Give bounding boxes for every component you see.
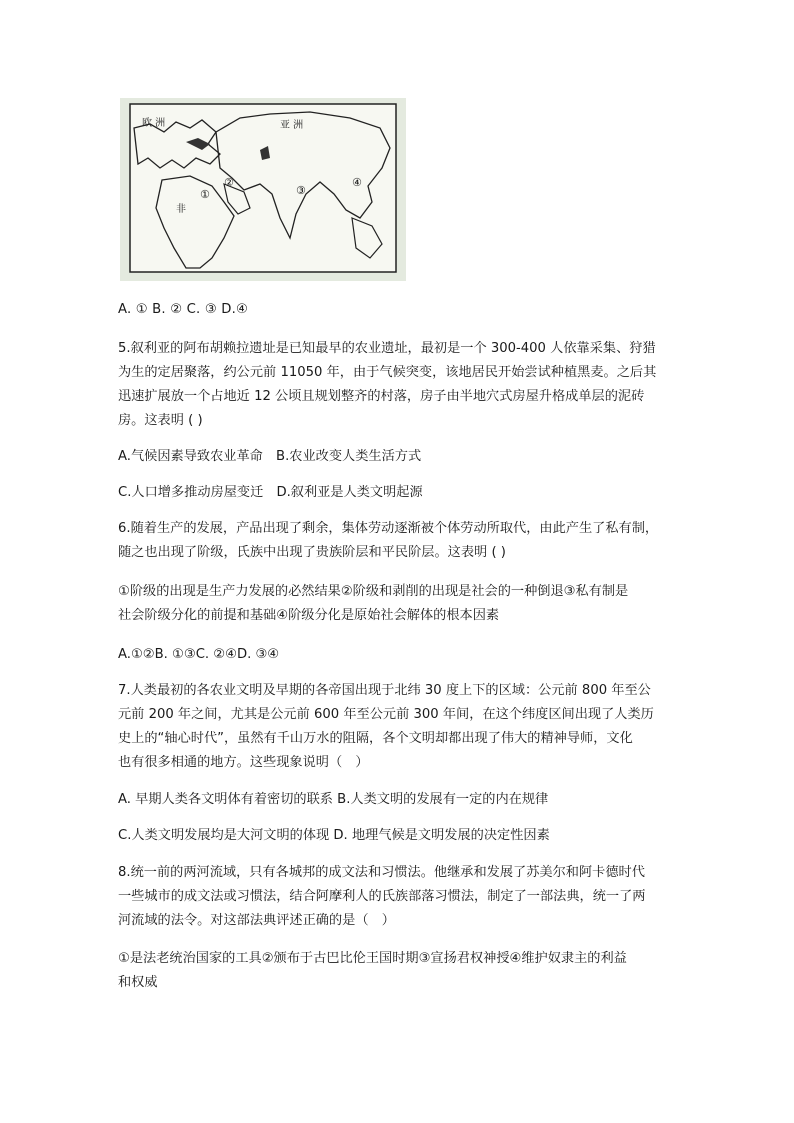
q5-stem-line: 5.叙利亚的阿布胡赖拉遗址是已知最早的农业遗址，最初是一个 300-400 人依靠采集、狩猎 xyxy=(118,341,656,356)
q5-stem-line: 为生的定居聚落，约公元前 11050 年，由于气候突变，该地居民开始尝试种植黑麦。之后其 xyxy=(118,365,657,380)
q6-stem-line: 6.随着生产的发展，产品出现了剩余，集体劳动逐渐被个体劳动所取代，由此产生了私有制， xyxy=(118,521,659,536)
marker-4: ④ xyxy=(352,176,362,189)
q7-stem-line: 也有很多相通的地方。这些现象说明（ ） xyxy=(118,755,369,770)
q6-stem-line: 随之也出现了阶级，氏族中出现了贵族阶层和平民阶层。这表明 ( ) xyxy=(118,545,506,560)
q7-stem-line: 7.人类最初的各农业文明及早期的各帝国出现于北纬 30 度上下的区域：公元前 800 年至公 xyxy=(118,683,651,698)
q8-item-line: ①是法老统治国家的工具②颁布于古巴比伦王国时期③宣扬君权神授④维护奴隶主的利益 xyxy=(118,951,627,966)
label-europe: 欧 洲 xyxy=(142,118,166,129)
marker-3: ③ xyxy=(296,184,306,197)
q5-stem-line: 房。这表明 ( ) xyxy=(118,413,203,428)
q5-option-row: C.人口增多推动房屋变迁 D.叙利亚是人类文明起源 xyxy=(118,485,423,500)
label-asia: 亚 洲 xyxy=(280,120,304,131)
q6-item-line: ①阶级的出现是生产力发展的必然结果②阶级和剥削的出现是社会的一种倒退③私有制是 xyxy=(118,584,629,599)
q7-stem-line: 史上的“轴心时代”，虽然有千山万水的阻隔，各个文明却都出现了伟大的精神导师，文化 xyxy=(118,731,633,746)
marker-2: ② xyxy=(224,176,234,189)
q7-option-row: C.人类文明发展均是大河文明的体现 D. 地理气候是文明发展的决定性因素 xyxy=(118,828,550,843)
q8-stem-line: 河流域的法令。对这部法典评述正确的是（ ） xyxy=(118,913,395,928)
q7-stem-line: 元前 200 年之间，尤其是公元前 600 年至公元前 300 年间，在这个纬度区间出现了人类历 xyxy=(118,707,654,722)
map-drawing xyxy=(120,98,406,281)
q5-stem-line: 迅速扩展放一个占地近 12 公顷且规划整齐的村落，房子由半地穴式房屋升格成单层的泥砖 xyxy=(118,389,645,404)
marker-1: ① xyxy=(200,188,210,201)
q5-option-row: A.气候因素导致农业革命 B.农业改变人类生活方式 xyxy=(118,449,422,464)
q7-option-row: A. 早期人类各文明体有着密切的联系 B.人类文明的发展有一定的内在规律 xyxy=(118,792,549,807)
q4-options: A. ① B. ② C. ③ D.④ xyxy=(118,302,249,317)
label-africa: 非 xyxy=(176,204,186,215)
world-map-figure xyxy=(120,98,406,281)
q6-item-line: 社会阶级分化的前提和基础④阶级分化是原始社会解体的根本因素 xyxy=(118,608,500,623)
q8-stem-line: 8.统一前的两河流域，只有各城邦的成文法和习惯法。他继承和发展了苏美尔和阿卡德时代 xyxy=(118,865,645,880)
q8-item-line: 和权威 xyxy=(118,975,158,990)
q6-options: A.①②B. ①③C. ②④D. ③④ xyxy=(118,647,280,662)
q8-stem-line: 一些城市的成文法或习惯法，结合阿摩利人的氏族部落习惯法，制定了一部法典，统一了两 xyxy=(118,889,646,904)
